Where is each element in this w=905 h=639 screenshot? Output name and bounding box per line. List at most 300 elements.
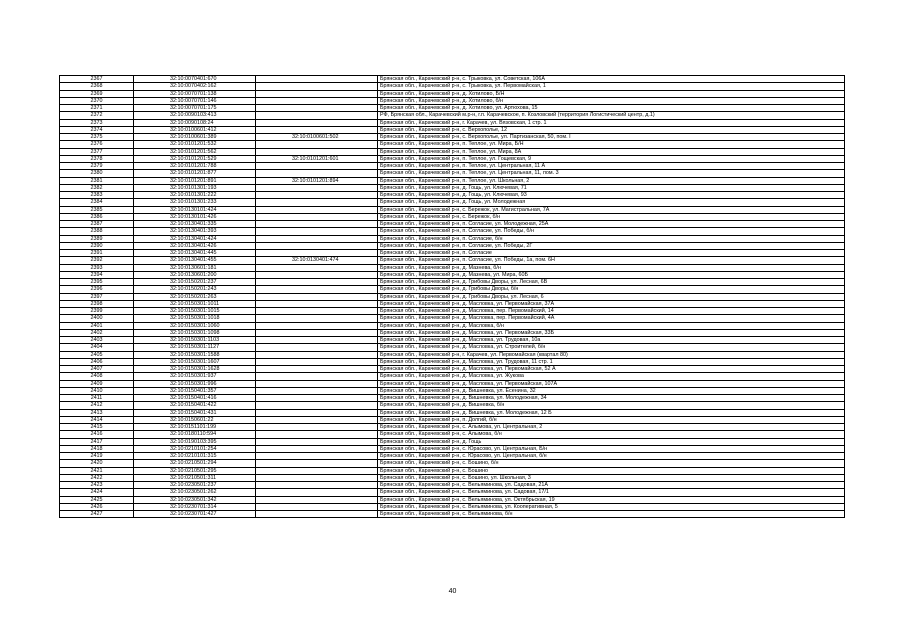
parent-cadastral-number-cell [256, 271, 378, 278]
parent-cadastral-number-cell [256, 489, 378, 496]
cadastral-number-cell: 32:10:0180110:594 [134, 431, 256, 438]
parent-cadastral-number-cell [256, 250, 378, 257]
registry-table [59, 75, 845, 518]
cadastral-number-cell: 32:10:0210501:311 [134, 474, 256, 481]
row-number-cell: 2417 [60, 438, 134, 445]
address-cell: Брянская обл., Карачевский р-н, п. Теплое, ул. Мира, Б/Н [378, 141, 845, 148]
parent-cadastral-number-cell [256, 105, 378, 112]
page-number: 40 [448, 588, 457, 595]
parent-cadastral-number-cell [256, 380, 378, 387]
parent-cadastral-number-cell [256, 322, 378, 329]
address-cell: Брянская обл., Карачевский р-н, с. Трыковка, ул. Первомайская, 1 [378, 83, 845, 90]
row-number-cell: 2411 [60, 395, 134, 402]
row-number-cell: 2371 [60, 105, 134, 112]
row-number-cell: 2409 [60, 380, 134, 387]
row-number-cell: 2396 [60, 286, 134, 293]
cadastral-number-cell: 32:10:0150401:431 [134, 409, 256, 416]
parent-cadastral-number-cell [256, 315, 378, 322]
row-number-cell: 2424 [60, 489, 134, 496]
address-cell: Брянская обл., Карачевский р-н, п. Согласие, ул. Победы, б/н [378, 228, 845, 235]
cadastral-number-cell: 32:10:0150301:1607 [134, 358, 256, 365]
row-number-cell: 2377 [60, 148, 134, 155]
row-number-cell: 2367 [60, 76, 134, 83]
row-number-cell: 2422 [60, 474, 134, 481]
row-number-cell: 2400 [60, 315, 134, 322]
cadastral-number-cell: 32:10:0150201:263 [134, 293, 256, 300]
table-row [60, 286, 845, 293]
row-number-cell: 2414 [60, 416, 134, 423]
parent-cadastral-number-cell [256, 366, 378, 373]
cadastral-number-cell: 32:10:0230501:342 [134, 496, 256, 503]
row-number-cell: 2415 [60, 424, 134, 431]
table-row [60, 228, 845, 235]
cadastral-number-cell: 32:10:0070701:175 [134, 105, 256, 112]
row-number-cell: 2369 [60, 90, 134, 97]
address-cell: Брянская обл., Карачевский р-н, д. Мазнева, ул. Мира, 60Б [378, 271, 845, 278]
row-number-cell: 2403 [60, 337, 134, 344]
address-cell: Брянская обл., Карачевский р-н, с. Вельяминова, ул. Октябрьская, 19 [378, 496, 845, 503]
address-cell: Брянская обл., Карачевский р-н, с. Алымова, ул. Центральная, 2 [378, 424, 845, 431]
table-row [60, 416, 845, 423]
table-row [60, 351, 845, 358]
parent-cadastral-number-cell [256, 445, 378, 452]
address-cell: Брянская обл., Карачевский р-н, д. Хотилово, ул. Артюхова, 15 [378, 105, 845, 112]
cadastral-number-cell: 32:10:0230501:262 [134, 489, 256, 496]
cadastral-number-cell: 32:10:0100601:389 [134, 134, 256, 141]
cadastral-number-cell: 32:10:0130401:393 [134, 228, 256, 235]
address-cell: Брянская обл., Карачевский р-н, д. Гощь, ул. Ключевая, 71 [378, 184, 845, 191]
parent-cadastral-number-cell [256, 431, 378, 438]
parent-cadastral-number-cell [256, 337, 378, 344]
table-row [60, 163, 845, 170]
table-row [60, 308, 845, 315]
parent-cadastral-number-cell [256, 460, 378, 467]
table-row [60, 148, 845, 155]
table-row [60, 424, 845, 431]
address-cell: Брянская обл., Карачевский р-н, д. Масловка, пер. Первомайский, 4А [378, 315, 845, 322]
address-cell: Брянская обл., Карачевский р-н, г. Карачев, ул. Вязовская, 1 стр. 1 [378, 119, 845, 126]
address-cell: Брянская обл., Карачевский р-н, д. Грибовы Дворы, ул. Лесная, 6 [378, 293, 845, 300]
row-number-cell: 2368 [60, 83, 134, 90]
table-row [60, 213, 845, 220]
parent-cadastral-number-cell [256, 409, 378, 416]
parent-cadastral-number-cell [256, 424, 378, 431]
address-cell: Брянская обл., Карачевский р-н, д. Вишневка, б/н [378, 402, 845, 409]
cadastral-number-cell: 32:10:0150301:996 [134, 380, 256, 387]
address-cell: Брянская обл., Карачевский р-н, с. Вельяминова, ул. Кооперативная, 5 [378, 503, 845, 510]
row-number-cell: 2406 [60, 358, 134, 365]
address-cell: Брянская обл., Карачевский р-н, п. Согласие [378, 250, 845, 257]
cadastral-number-cell: 32:10:0130401:424 [134, 235, 256, 242]
address-cell: Брянская обл., Карачевский р-н, п. Долгий, б/н [378, 416, 845, 423]
parent-cadastral-number-cell [256, 112, 378, 119]
table-row [60, 373, 845, 380]
table-row [60, 453, 845, 460]
cadastral-number-cell: 32:10:0210501:294 [134, 460, 256, 467]
address-cell: Брянская обл., Карачевский р-н, п. Согласие, б/н [378, 235, 845, 242]
row-number-cell: 2375 [60, 134, 134, 141]
address-cell: Брянская обл., Карачевский р-н, с. Бошино, ул. Школьная, 3 [378, 474, 845, 481]
cadastral-number-cell: 32:10:0101301:222 [134, 192, 256, 199]
parent-cadastral-number-cell [256, 213, 378, 220]
row-number-cell: 2379 [60, 163, 134, 170]
row-number-cell: 2380 [60, 170, 134, 177]
table-row [60, 467, 845, 474]
table-row [60, 155, 845, 162]
cadastral-number-cell: 32:10:0101201:529 [134, 155, 256, 162]
table-row [60, 438, 845, 445]
address-cell: Брянская обл., Карачевский р-н, с. Вельяминова, ул. Садовая, 17/1 [378, 489, 845, 496]
parent-cadastral-number-cell [256, 90, 378, 97]
row-number-cell: 2416 [60, 431, 134, 438]
address-cell: Брянская обл., Карачевский р-н, д. Масловка, пер. Первомайский, 14 [378, 308, 845, 315]
table-row [60, 387, 845, 394]
row-number-cell: 2427 [60, 511, 134, 518]
address-cell: Брянская обл., Карачевский р-н, п. Теплое, ул. Мира, 8А [378, 148, 845, 155]
cadastral-number-cell: 32:10:0130101:424 [134, 206, 256, 213]
row-number-cell: 2395 [60, 279, 134, 286]
address-cell: Брянская обл., Карачевский р-н, с. Юрасово, ул. Центральная, Б/н [378, 445, 845, 452]
parent-cadastral-number-cell [256, 148, 378, 155]
row-number-cell: 2383 [60, 192, 134, 199]
table-row [60, 170, 845, 177]
address-cell: Брянская обл., Карачевский р-н, п. Согласие, ул. Победы, 2Г [378, 242, 845, 249]
parent-cadastral-number-cell [256, 344, 378, 351]
address-cell: Брянская обл., Карачевский р-н, д. Гощь, ул. Молодежная [378, 199, 845, 206]
row-number-cell: 2410 [60, 387, 134, 394]
cadastral-number-cell: 32:10:0230501:237 [134, 482, 256, 489]
table-row [60, 105, 845, 112]
address-cell: Брянская обл., Карачевский р-н, с. Бошино [378, 467, 845, 474]
table-row [60, 257, 845, 264]
table-row [60, 300, 845, 307]
parent-cadastral-number-cell [256, 279, 378, 286]
row-number-cell: 2405 [60, 351, 134, 358]
row-number-cell: 2398 [60, 300, 134, 307]
cadastral-number-cell: 32:10:0100601:412 [134, 126, 256, 133]
cadastral-number-cell: 32:10:0150301:1588 [134, 351, 256, 358]
address-cell: РФ, Брянская обл., Карачевский м.р-н, г.п. Карачевское, п. Козловский (территория Логистический центр, д.1) [378, 112, 845, 119]
address-cell: Брянская обл., Карачевский р-н, с. Вельяминова, ул. Садовая, 21А [378, 482, 845, 489]
cadastral-number-cell: 32:10:0101201:532 [134, 141, 256, 148]
parent-cadastral-number-cell [256, 206, 378, 213]
parent-cadastral-number-cell [256, 482, 378, 489]
cadastral-number-cell: 32:10:0150301:1628 [134, 366, 256, 373]
cadastral-number-cell: 32:10:0150601:22 [134, 416, 256, 423]
address-cell: Брянская обл., Карачевский р-н, д. Масловка, ул. Жукова [378, 373, 845, 380]
parent-cadastral-number-cell [256, 395, 378, 402]
row-number-cell: 2390 [60, 242, 134, 249]
parent-cadastral-number-cell [256, 119, 378, 126]
parent-cadastral-number-cell [256, 170, 378, 177]
row-number-cell: 2387 [60, 221, 134, 228]
table-row [60, 76, 845, 83]
parent-cadastral-number-cell [256, 402, 378, 409]
parent-cadastral-number-cell: 32:10:0130401:474 [256, 257, 378, 264]
address-cell: Брянская обл., Карачевский р-н, г. Карачев, ул. Первомайская (квартал 80) [378, 351, 845, 358]
cadastral-number-cell: 32:10:0101201:877 [134, 170, 256, 177]
table-row [60, 242, 845, 249]
table-row [60, 503, 845, 510]
registry-table-body [60, 76, 845, 518]
address-cell: Брянская обл., Карачевский р-н, с. Верхополье, ул. Партизанская, 50, пом. I [378, 134, 845, 141]
cadastral-number-cell: 32:10:0150201:237 [134, 279, 256, 286]
table-row [60, 366, 845, 373]
cadastral-number-cell: 32:10:0130601:181 [134, 264, 256, 271]
table-row [60, 279, 845, 286]
parent-cadastral-number-cell [256, 235, 378, 242]
table-row [60, 177, 845, 184]
cadastral-number-cell: 32:10:0090103:413 [134, 112, 256, 119]
address-cell: Брянская обл., Карачевский р-н, д. Вишневка, ул. Есенина, 32 [378, 387, 845, 394]
row-number-cell: 2378 [60, 155, 134, 162]
address-cell: Брянская обл., Карачевский р-н, д. Масловка, ул. Первомайская, 37А [378, 300, 845, 307]
parent-cadastral-number-cell [256, 416, 378, 423]
cadastral-number-cell: 32:10:0150401:357 [134, 387, 256, 394]
table-row [60, 489, 845, 496]
parent-cadastral-number-cell [256, 503, 378, 510]
address-cell: Брянская обл., Карачевский р-н, д. Масловка, ул. Строителей, б/н [378, 344, 845, 351]
row-number-cell: 2401 [60, 322, 134, 329]
parent-cadastral-number-cell [256, 228, 378, 235]
parent-cadastral-number-cell [256, 358, 378, 365]
address-cell: Брянская обл., Карачевский р-н, п. Согласие, ул. Молодежная, 25А [378, 221, 845, 228]
parent-cadastral-number-cell [256, 83, 378, 90]
table-row [60, 90, 845, 97]
table-row [60, 221, 845, 228]
row-number-cell: 2425 [60, 496, 134, 503]
row-number-cell: 2384 [60, 199, 134, 206]
table-row [60, 380, 845, 387]
row-number-cell: 2373 [60, 119, 134, 126]
cadastral-number-cell: 32:10:0150301:1018 [134, 315, 256, 322]
address-cell: Брянская обл., Карачевский р-н, с. Трыковка, ул. Советская, 106А [378, 76, 845, 83]
parent-cadastral-number-cell [256, 293, 378, 300]
cadastral-number-cell: 32:10:0150301:1103 [134, 337, 256, 344]
row-number-cell: 2402 [60, 329, 134, 336]
row-number-cell: 2381 [60, 177, 134, 184]
row-number-cell: 2408 [60, 373, 134, 380]
address-cell: Брянская обл., Карачевский р-н, д. Гощь, ул. Ключевая, 93 [378, 192, 845, 199]
row-number-cell: 2399 [60, 308, 134, 315]
address-cell: Брянская обл., Карачевский р-н, п. Теплое, ул. Школьная, 2 [378, 177, 845, 184]
address-cell: Брянская обл., Карачевский р-н, д. Хотилово, б/н [378, 97, 845, 104]
row-number-cell: 2407 [60, 366, 134, 373]
cadastral-number-cell: 32:10:0150401:416 [134, 395, 256, 402]
cadastral-number-cell: 32:10:0150201:243 [134, 286, 256, 293]
parent-cadastral-number-cell [256, 496, 378, 503]
table-row [60, 460, 845, 467]
table-row [60, 315, 845, 322]
row-number-cell: 2389 [60, 235, 134, 242]
parent-cadastral-number-cell [256, 453, 378, 460]
cadastral-number-cell: 32:10:0230701:314 [134, 503, 256, 510]
table-row [60, 264, 845, 271]
parent-cadastral-number-cell [256, 192, 378, 199]
table-row [60, 184, 845, 191]
cadastral-number-cell: 32:10:0150301:1011 [134, 300, 256, 307]
row-number-cell: 2404 [60, 344, 134, 351]
cadastral-number-cell: 32:10:0210501:295 [134, 467, 256, 474]
parent-cadastral-number-cell [256, 511, 378, 518]
table-row [60, 293, 845, 300]
table-row [60, 445, 845, 452]
table-row [60, 83, 845, 90]
table-row [60, 395, 845, 402]
address-cell: Брянская обл., Карачевский р-н, с. Бережок, б/н [378, 213, 845, 220]
row-number-cell: 2413 [60, 409, 134, 416]
table-row [60, 119, 845, 126]
cadastral-number-cell: 32:10:0130601:200 [134, 271, 256, 278]
address-cell: Брянская обл., Карачевский р-н, д. Масловка, ул. Первомайская, 52 А [378, 366, 845, 373]
table-row [60, 134, 845, 141]
cadastral-number-cell: 32:10:0150301:1127 [134, 344, 256, 351]
address-cell: Брянская обл., Карачевский р-н, д. Масловка, ул. Трудовая, 10а [378, 337, 845, 344]
cadastral-number-cell: 32:10:0101201:891 [134, 177, 256, 184]
parent-cadastral-number-cell [256, 474, 378, 481]
cadastral-number-cell: 32:10:0190103:395 [134, 438, 256, 445]
cadastral-number-cell: 32:10:0090108:24 [134, 119, 256, 126]
row-number-cell: 2370 [60, 97, 134, 104]
table-row [60, 206, 845, 213]
parent-cadastral-number-cell [256, 163, 378, 170]
cadastral-number-cell: 32:10:0150301:1098 [134, 329, 256, 336]
parent-cadastral-number-cell [256, 329, 378, 336]
parent-cadastral-number-cell [256, 467, 378, 474]
table-row [60, 235, 845, 242]
table-row [60, 271, 845, 278]
table-row [60, 112, 845, 119]
table-row [60, 409, 845, 416]
cadastral-number-cell: 32:10:0130401:426 [134, 242, 256, 249]
address-cell: Брянская обл., Карачевский р-н, п. Теплое, ул. Гощевская, 9 [378, 155, 845, 162]
cadastral-number-cell: 32:10:0070701:146 [134, 97, 256, 104]
table-row [60, 126, 845, 133]
cadastral-number-cell: 32:10:0130401:335 [134, 221, 256, 228]
table-row [60, 431, 845, 438]
row-number-cell: 2382 [60, 184, 134, 191]
table-row [60, 474, 845, 481]
address-cell: Брянская обл., Карачевский р-н, д. Грибовы Дворы, ул. Лесная, 6В [378, 279, 845, 286]
parent-cadastral-number-cell [256, 308, 378, 315]
parent-cadastral-number-cell [256, 438, 378, 445]
table-row [60, 192, 845, 199]
parent-cadastral-number-cell: 32:10:0101201:601 [256, 155, 378, 162]
cadastral-number-cell: 32:10:0130401:455 [134, 257, 256, 264]
parent-cadastral-number-cell [256, 373, 378, 380]
parent-cadastral-number-cell [256, 97, 378, 104]
address-cell: Брянская обл., Карачевский р-н, п. Теплое, ул. Центральная, 11 А [378, 163, 845, 170]
parent-cadastral-number-cell [256, 221, 378, 228]
cadastral-number-cell: 32:10:0070401:670 [134, 76, 256, 83]
row-number-cell: 2397 [60, 293, 134, 300]
table-row [60, 482, 845, 489]
row-number-cell: 2388 [60, 228, 134, 235]
row-number-cell: 2412 [60, 402, 134, 409]
parent-cadastral-number-cell: 32:10:0100601:502 [256, 134, 378, 141]
address-cell: Брянская обл., Карачевский р-н, д. Масловка, ул. Первомайская, 107А [378, 380, 845, 387]
table-row [60, 511, 845, 518]
row-number-cell: 2393 [60, 264, 134, 271]
parent-cadastral-number-cell [256, 242, 378, 249]
cadastral-number-cell: 32:10:0210101:254 [134, 445, 256, 452]
address-cell: Брянская обл., Карачевский р-н, д. Мазнева, б/н [378, 264, 845, 271]
address-cell: Брянская обл., Карачевский р-н, д. Масловка, б/н [378, 322, 845, 329]
parent-cadastral-number-cell [256, 199, 378, 206]
address-cell: Брянская обл., Карачевский р-н, с. Юрасово, ул. Центральная, б/н [378, 453, 845, 460]
address-cell: Брянская обл., Карачевский р-н, с. Алымова, б/н [378, 431, 845, 438]
cadastral-number-cell: 32:10:0230701:427 [134, 511, 256, 518]
cadastral-number-cell: 32:10:0150301:1015 [134, 308, 256, 315]
table-row [60, 250, 845, 257]
address-cell: Брянская обл., Карачевский р-н, с. Бережок, ул. Магистральная, 7А [378, 206, 845, 213]
table-row [60, 337, 845, 344]
parent-cadastral-number-cell [256, 141, 378, 148]
address-cell: Брянская обл., Карачевский р-н, д. Хотилово, Б/Н [378, 90, 845, 97]
parent-cadastral-number-cell [256, 387, 378, 394]
address-cell: Брянская обл., Карачевский р-н, с. Бошино, б/н [378, 460, 845, 467]
parent-cadastral-number-cell [256, 264, 378, 271]
address-cell: Брянская обл., Карачевский р-н, д. Гощь [378, 438, 845, 445]
row-number-cell: 2386 [60, 213, 134, 220]
cadastral-number-cell: 32:10:0101201:562 [134, 148, 256, 155]
parent-cadastral-number-cell [256, 126, 378, 133]
cadastral-number-cell: 32:10:0150301:937 [134, 373, 256, 380]
table-row [60, 97, 845, 104]
address-cell: Брянская обл., Карачевский р-н, д. Вишневка, ул. Молодежная, 34 [378, 395, 845, 402]
address-cell: Брянская обл., Карачевский р-н, д. Вишневка, ул. Молодежная, 12 Б [378, 409, 845, 416]
parent-cadastral-number-cell [256, 351, 378, 358]
table-row [60, 199, 845, 206]
address-cell: Брянская обл., Карачевский р-н, с. Верхополье, 12 [378, 126, 845, 133]
table-row [60, 344, 845, 351]
cadastral-number-cell: 32:10:0150301:1060 [134, 322, 256, 329]
cadastral-number-cell: 32:10:0101301:193 [134, 184, 256, 191]
table-row [60, 402, 845, 409]
table-row [60, 329, 845, 336]
parent-cadastral-number-cell [256, 300, 378, 307]
row-number-cell: 2391 [60, 250, 134, 257]
table-row [60, 141, 845, 148]
table-row [60, 322, 845, 329]
cadastral-number-cell: 32:10:0130101:426 [134, 213, 256, 220]
cadastral-number-cell: 32:10:0130401:445 [134, 250, 256, 257]
parent-cadastral-number-cell [256, 184, 378, 191]
address-cell: Брянская обл., Карачевский р-н, п. Согласие, ул. Победы, 1а, пом. 6Н [378, 257, 845, 264]
row-number-cell: 2423 [60, 482, 134, 489]
address-cell: Брянская обл., Карачевский р-н, д. Грибовы Дворы, б/н [378, 286, 845, 293]
row-number-cell: 2420 [60, 460, 134, 467]
row-number-cell: 2421 [60, 467, 134, 474]
row-number-cell: 2385 [60, 206, 134, 213]
table-row [60, 358, 845, 365]
cadastral-number-cell: 32:10:0150401:422 [134, 402, 256, 409]
row-number-cell: 2419 [60, 453, 134, 460]
cadastral-number-cell: 32:10:0210101:315 [134, 453, 256, 460]
cadastral-number-cell: 32:10:0151101:199 [134, 424, 256, 431]
parent-cadastral-number-cell [256, 76, 378, 83]
cadastral-number-cell: 32:10:0101201:788 [134, 163, 256, 170]
cadastral-number-cell: 32:10:0101301:233 [134, 199, 256, 206]
row-number-cell: 2372 [60, 112, 134, 119]
row-number-cell: 2374 [60, 126, 134, 133]
parent-cadastral-number-cell: 32:10:0101201:894 [256, 177, 378, 184]
address-cell: Брянская обл., Карачевский р-н, с. Вельяминова, б/н [378, 511, 845, 518]
row-number-cell: 2394 [60, 271, 134, 278]
row-number-cell: 2392 [60, 257, 134, 264]
address-cell: Брянская обл., Карачевский р-н, д. Масловка, ул. Трудовая, 11 стр. 1 [378, 358, 845, 365]
table-row [60, 496, 845, 503]
